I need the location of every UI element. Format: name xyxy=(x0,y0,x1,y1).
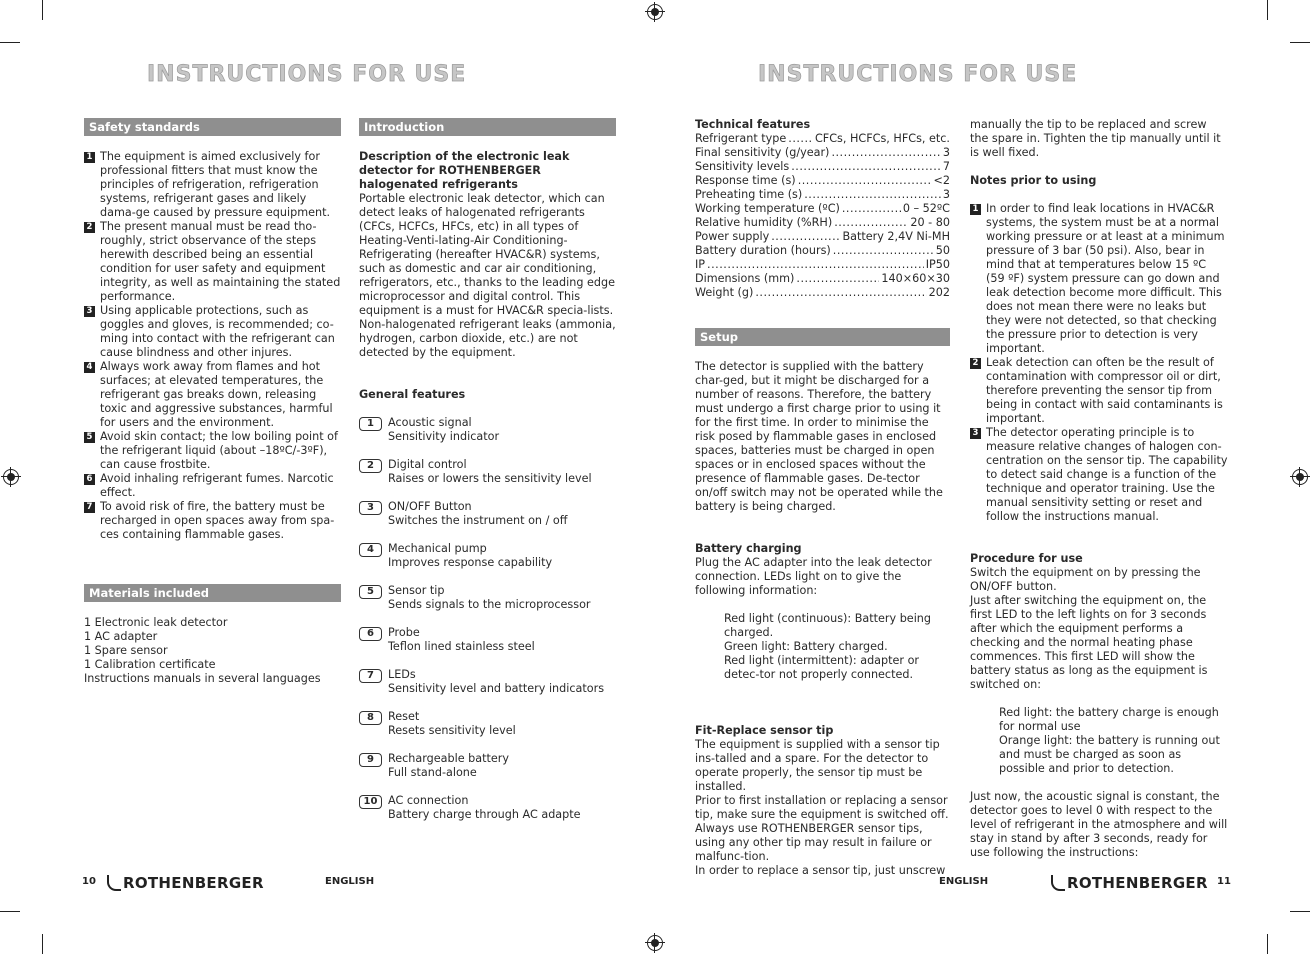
row-value: IP50 xyxy=(925,258,950,271)
item-text: Avoid skin contact; the low boiling point of the refrigerant liquid (about –18ºC/-3ºF), can cause frostbite. xyxy=(100,430,338,471)
material-line: Instructions manuals in several languages xyxy=(84,672,321,685)
features-list xyxy=(359,416,616,822)
fit-paragraph-continued: manually the tip to be replaced and screw the spare in. Tighten the tip manually until it is well fixed. xyxy=(970,118,1221,159)
feature-item xyxy=(359,542,616,570)
crop-mark xyxy=(42,934,43,954)
feature-description: Sensitivity indicator xyxy=(388,430,500,443)
row-label: Power supply xyxy=(695,230,770,243)
row-label: Relative humidity (%RH) xyxy=(695,216,833,229)
section-heading: Safety standards xyxy=(84,118,341,136)
intro-subtitle: Description of the electronic leak detector for ROTHENBERGER halogenated refrigerants xyxy=(359,150,570,191)
table-row xyxy=(695,174,950,188)
dot-leader xyxy=(842,202,901,216)
table-row xyxy=(695,132,950,146)
safety-list xyxy=(84,150,341,542)
row-value: 140×60×30 xyxy=(881,272,950,285)
brand-logo-right: ROTHENBERGER xyxy=(1051,874,1208,892)
language-label-left: ENGLISH xyxy=(325,876,375,887)
procedure-led-list xyxy=(970,706,1228,776)
technical-table xyxy=(695,132,950,300)
table-row xyxy=(695,244,950,258)
dot-leader xyxy=(791,160,941,174)
row-value: 3 xyxy=(942,188,950,201)
row-label: Refrigerant type xyxy=(695,132,787,145)
feature-title: AC connection xyxy=(388,794,469,807)
feature-title: Reset xyxy=(388,710,420,723)
list-item xyxy=(84,304,341,360)
feature-description: Sensitivity level and battery indicators xyxy=(388,682,605,695)
material-line: 1 Calibration certificate xyxy=(84,658,216,671)
feature-number: 3 xyxy=(359,501,382,515)
fit-paragraph: The equipment is supplied with a sensor tip ins-talled and a spare. For the detector to operate properly, the sensor tip must be installed. xyxy=(695,738,940,793)
table-row xyxy=(695,230,950,244)
feature-title: Sensor tip xyxy=(388,584,445,597)
list-item xyxy=(970,356,1228,426)
material-line: 1 Spare sensor xyxy=(84,644,168,657)
row-value: <2 xyxy=(933,174,950,187)
row-value: Battery 2,4V Ni-MH xyxy=(842,230,950,243)
registration-mark-icon xyxy=(647,935,663,951)
feature-item xyxy=(359,794,616,822)
list-item xyxy=(84,430,341,472)
dot-leader xyxy=(707,258,924,272)
feature-number: 2 xyxy=(359,459,382,473)
dot-leader xyxy=(834,216,908,230)
list-item xyxy=(84,220,341,304)
battery-led-list xyxy=(695,612,950,682)
section-heading: General features xyxy=(359,388,466,401)
registration-mark-icon xyxy=(647,4,663,20)
section-heading: Introduction xyxy=(359,118,616,136)
dot-leader xyxy=(804,188,941,202)
procedure-paragraph: Just after switching the equipment on, the first LED to the left lights on for 3 seconds after which the equipment performs a checking and the normal heating phase commences. This first LED will show the battery status as long as the equipment is switched on: xyxy=(970,594,1208,691)
feature-description: Raises or lowers the sensitivity level xyxy=(388,472,592,485)
registration-mark-icon xyxy=(1292,469,1308,485)
material-line: 1 Electronic leak detector xyxy=(84,616,228,629)
feature-title: Acoustic signal xyxy=(388,416,472,429)
column-safety xyxy=(84,118,341,686)
dot-leader xyxy=(796,272,879,286)
feature-title: LEDs xyxy=(388,668,416,681)
feature-title: Digital control xyxy=(388,458,467,471)
materials-list xyxy=(84,616,341,686)
table-row xyxy=(695,160,950,174)
list-item xyxy=(84,360,341,430)
page-title-left: INSTRUCTIONS FOR USE xyxy=(147,62,467,87)
feature-number: 9 xyxy=(359,753,382,767)
feature-title: Rechargeable battery xyxy=(388,752,509,765)
table-row xyxy=(695,272,950,286)
table-row xyxy=(695,286,950,300)
feature-item xyxy=(359,626,616,654)
row-label: Preheating time (s) xyxy=(695,188,803,201)
item-number: 6 xyxy=(84,474,95,485)
feature-number: 5 xyxy=(359,585,382,599)
section-heading: Fit-Replace sensor tip xyxy=(695,724,834,737)
crop-mark xyxy=(0,42,20,43)
item-text: To avoid risk of fire, the battery must be recharged in open spaces away from spa-ces containing flammable gases. xyxy=(100,500,335,541)
feature-description: Resets sensitivity level xyxy=(388,724,516,737)
feature-item xyxy=(359,416,616,444)
intro-paragraph: Portable electronic leak detector, which can detect leaks of halogenated refrigerants (CFCs, HCFCs, HFCs, etc) in all types of Heating-Venti-lating-Air Conditioning-Refrigerating (hereafter HVAC&R) systems, such as domestic and car air conditioning, refrigerators, etc., thanks to the leading edge microprocessor and digital control. This equipment is a must for HVAC&R specia-lists. xyxy=(359,192,615,317)
crop-mark xyxy=(1267,0,1268,20)
feature-number: 1 xyxy=(359,417,382,431)
feature-title: Mechanical pump xyxy=(388,542,487,555)
feature-description: Teflon lined stainless steel xyxy=(388,640,535,653)
item-text: Always work away from flames and hot surfaces; at elevated temperatures, the refrigerant gas breaks down, releasing toxic and aggressive substances, harmful for users and the environment. xyxy=(100,360,333,429)
led-status-line: Red light (continuous): Battery being charged. xyxy=(724,612,931,639)
intro-paragraph: Non-halogenated refrigerant leaks (ammonia, hydrogen, carbon dioxide, etc.) are not detected by the equipment. xyxy=(359,318,616,359)
feature-item xyxy=(359,584,616,612)
column-technical xyxy=(695,118,950,878)
row-value: 202 xyxy=(928,286,950,299)
item-text: Using applicable protections, such as goggles and gloves, is recommended; co-ming into contact with the refrigerant can cause blindness and other injures. xyxy=(100,304,335,359)
crop-mark xyxy=(42,0,43,20)
row-label: IP xyxy=(695,258,706,271)
feature-description: Switches the instrument on / off xyxy=(388,514,568,527)
column-notes xyxy=(970,118,1228,860)
registration-mark-icon xyxy=(3,469,19,485)
row-value: 0 – 52ºC xyxy=(902,202,950,215)
item-text: Avoid inhaling refrigerant fumes. Narcotic effect. xyxy=(100,472,334,499)
table-row xyxy=(695,146,950,160)
crop-mark xyxy=(0,911,20,912)
crop-mark xyxy=(1290,42,1310,43)
list-item xyxy=(84,500,341,542)
notes-list xyxy=(970,202,1228,524)
feature-item xyxy=(359,458,616,486)
table-row xyxy=(695,202,950,216)
row-value: 20 - 80 xyxy=(910,216,950,229)
feature-number: 6 xyxy=(359,627,382,641)
table-row xyxy=(695,188,950,202)
section-heading: Notes prior to using xyxy=(970,174,1097,187)
fit-paragraph: In order to replace a sensor tip, just unscrew xyxy=(695,864,946,877)
feature-item xyxy=(359,668,616,696)
row-label: Working temperature (ºC) xyxy=(695,202,840,215)
item-text: The detector operating principle is to measure relative changes of halogen con-centration on the sensor tip. The capability to detect said change is a function of the technique and operator training. Use the manual sensitivity setting or reset and follow the instructions manual. xyxy=(986,426,1228,523)
list-item xyxy=(84,150,341,220)
column-intro xyxy=(359,118,616,836)
item-text: The present manual must be read tho-roughly, strict observance of the steps herewith described being an essential condition for user safety and equipment integrity, as well as maintaining the stated performance. xyxy=(100,220,341,303)
item-text: In order to find leak locations in HVAC&R systems, the system must be at a normal working pressure or at least at a minimum pressure of 3 bar (50 psi). Also, bear in mind that at temperatures below 15 ºC (59 ºF) system pressure can go down and leak detection become more difficult. This does not mean there were no leaks but they were not detected, so that checking the pressure prior to detection is very important. xyxy=(986,202,1225,355)
dot-leader xyxy=(831,146,940,160)
table-row xyxy=(695,258,950,272)
led-status-line: Orange light: the battery is running out and must be charged as soon as possible and prior to detection. xyxy=(999,734,1220,775)
list-item xyxy=(970,202,1228,356)
dot-leader xyxy=(798,174,932,188)
item-number: 2 xyxy=(970,358,981,369)
feature-item xyxy=(359,752,616,780)
dot-leader xyxy=(833,244,934,258)
feature-number: 4 xyxy=(359,543,382,557)
item-text: Leak detection can often be the result of contamination with compressor oil or dirt, therefore preventing the sensor tip from being in contact with said contaminants is important. xyxy=(986,356,1223,425)
dot-leader xyxy=(755,286,926,300)
language-label-right: ENGLISH xyxy=(939,876,989,887)
item-number: 2 xyxy=(84,222,95,233)
page-title-right: INSTRUCTIONS FOR USE xyxy=(758,62,1078,87)
row-value: 50 xyxy=(935,244,950,257)
section-heading: Technical features xyxy=(695,118,811,131)
table-row xyxy=(695,216,950,230)
section-heading: Materials included xyxy=(84,584,341,602)
dot-leader xyxy=(788,132,813,146)
led-status-line: Red light (intermittent): adapter or detec-tor not properly connected. xyxy=(724,654,920,681)
item-number: 3 xyxy=(84,306,95,317)
item-number: 5 xyxy=(84,432,95,443)
fit-paragraph: Prior to first installation or replacing a sensor tip, make sure the equipment is switched off. Always use ROTHENBERGER sensor tips, using any other tip may result in failure or malfunc-tion. xyxy=(695,794,949,863)
page-number-right: 11 xyxy=(1217,876,1231,887)
list-item xyxy=(84,472,341,500)
logo-hook-icon xyxy=(107,875,121,891)
item-number: 7 xyxy=(84,502,95,513)
row-label: Battery duration (hours) xyxy=(695,244,831,257)
item-number: 3 xyxy=(970,428,981,439)
feature-item xyxy=(359,500,616,528)
section-heading: Procedure for use xyxy=(970,552,1083,565)
item-number: 1 xyxy=(970,204,981,215)
row-label: Dimensions (mm) xyxy=(695,272,795,285)
row-value: 7 xyxy=(942,160,950,173)
brand-logo-left: ROTHENBERGER xyxy=(107,874,264,892)
feature-item xyxy=(359,710,616,738)
row-label: Response time (s) xyxy=(695,174,796,187)
item-number: 1 xyxy=(84,152,95,163)
logo-hook-icon xyxy=(1051,875,1065,891)
battery-paragraph: Plug the AC adapter into the leak detector connection. LEDs light on to give the following information: xyxy=(695,556,932,597)
feature-description: Sends signals to the microprocessor xyxy=(388,598,591,611)
row-label: Sensitivity levels xyxy=(695,160,790,173)
row-value: 3 xyxy=(942,146,950,159)
feature-description: Improves response capability xyxy=(388,556,553,569)
procedure-paragraph: Just now, the acoustic signal is constant, the detector goes to level 0 with respect to the level of refrigerant in the atmosphere and will stay in stand by after 3 seconds, ready for use following the instructions: xyxy=(970,790,1228,859)
item-number: 4 xyxy=(84,362,95,373)
feature-description: Battery charge through AC adapte xyxy=(388,808,581,821)
crop-mark xyxy=(1267,934,1268,954)
led-status-line: Red light: the battery charge is enough for normal use xyxy=(999,706,1219,733)
setup-paragraph: The detector is supplied with the battery char-ged, but it might be discharged for a number of reasons. Therefore, the battery must undergo a first charge prior to using it for the first time. In order to minimise the risk posed by flammable gases in enclosed spaces, batteries must be charged in open spaces or in enclosed spaces without the presence of flammable gases. De-tector on/off switch may not be operated while the battery is being charged. xyxy=(695,360,943,513)
page-number-left: 10 xyxy=(82,876,96,887)
procedure-paragraph: Switch the equipment on by pressing the ON/OFF button. xyxy=(970,566,1201,593)
feature-number: 8 xyxy=(359,711,382,725)
section-heading: Battery charging xyxy=(695,542,802,555)
row-value: CFCs, HCFCs, HFCs, etc. xyxy=(815,132,950,145)
feature-title: ON/OFF Button xyxy=(388,500,472,513)
feature-description: Full stand-alone xyxy=(388,766,477,779)
led-status-line: Green light: Battery charged. xyxy=(724,640,888,653)
feature-number: 7 xyxy=(359,669,382,683)
section-heading: Setup xyxy=(695,328,950,346)
row-label: Weight (g) xyxy=(695,286,754,299)
feature-title: Probe xyxy=(388,626,420,639)
dot-leader xyxy=(771,230,840,244)
item-text: The equipment is aimed exclusively for professional fitters that must know the principles of refrigeration, refrigeration systems, refrigerant gases and likely dama-ge caused by pressure equipment. xyxy=(100,150,331,219)
crop-mark xyxy=(1290,911,1310,912)
material-line: 1 AC adapter xyxy=(84,630,158,643)
list-item xyxy=(970,426,1228,524)
row-label: Final sensitivity (g/year) xyxy=(695,146,830,159)
feature-number: 10 xyxy=(359,795,382,809)
